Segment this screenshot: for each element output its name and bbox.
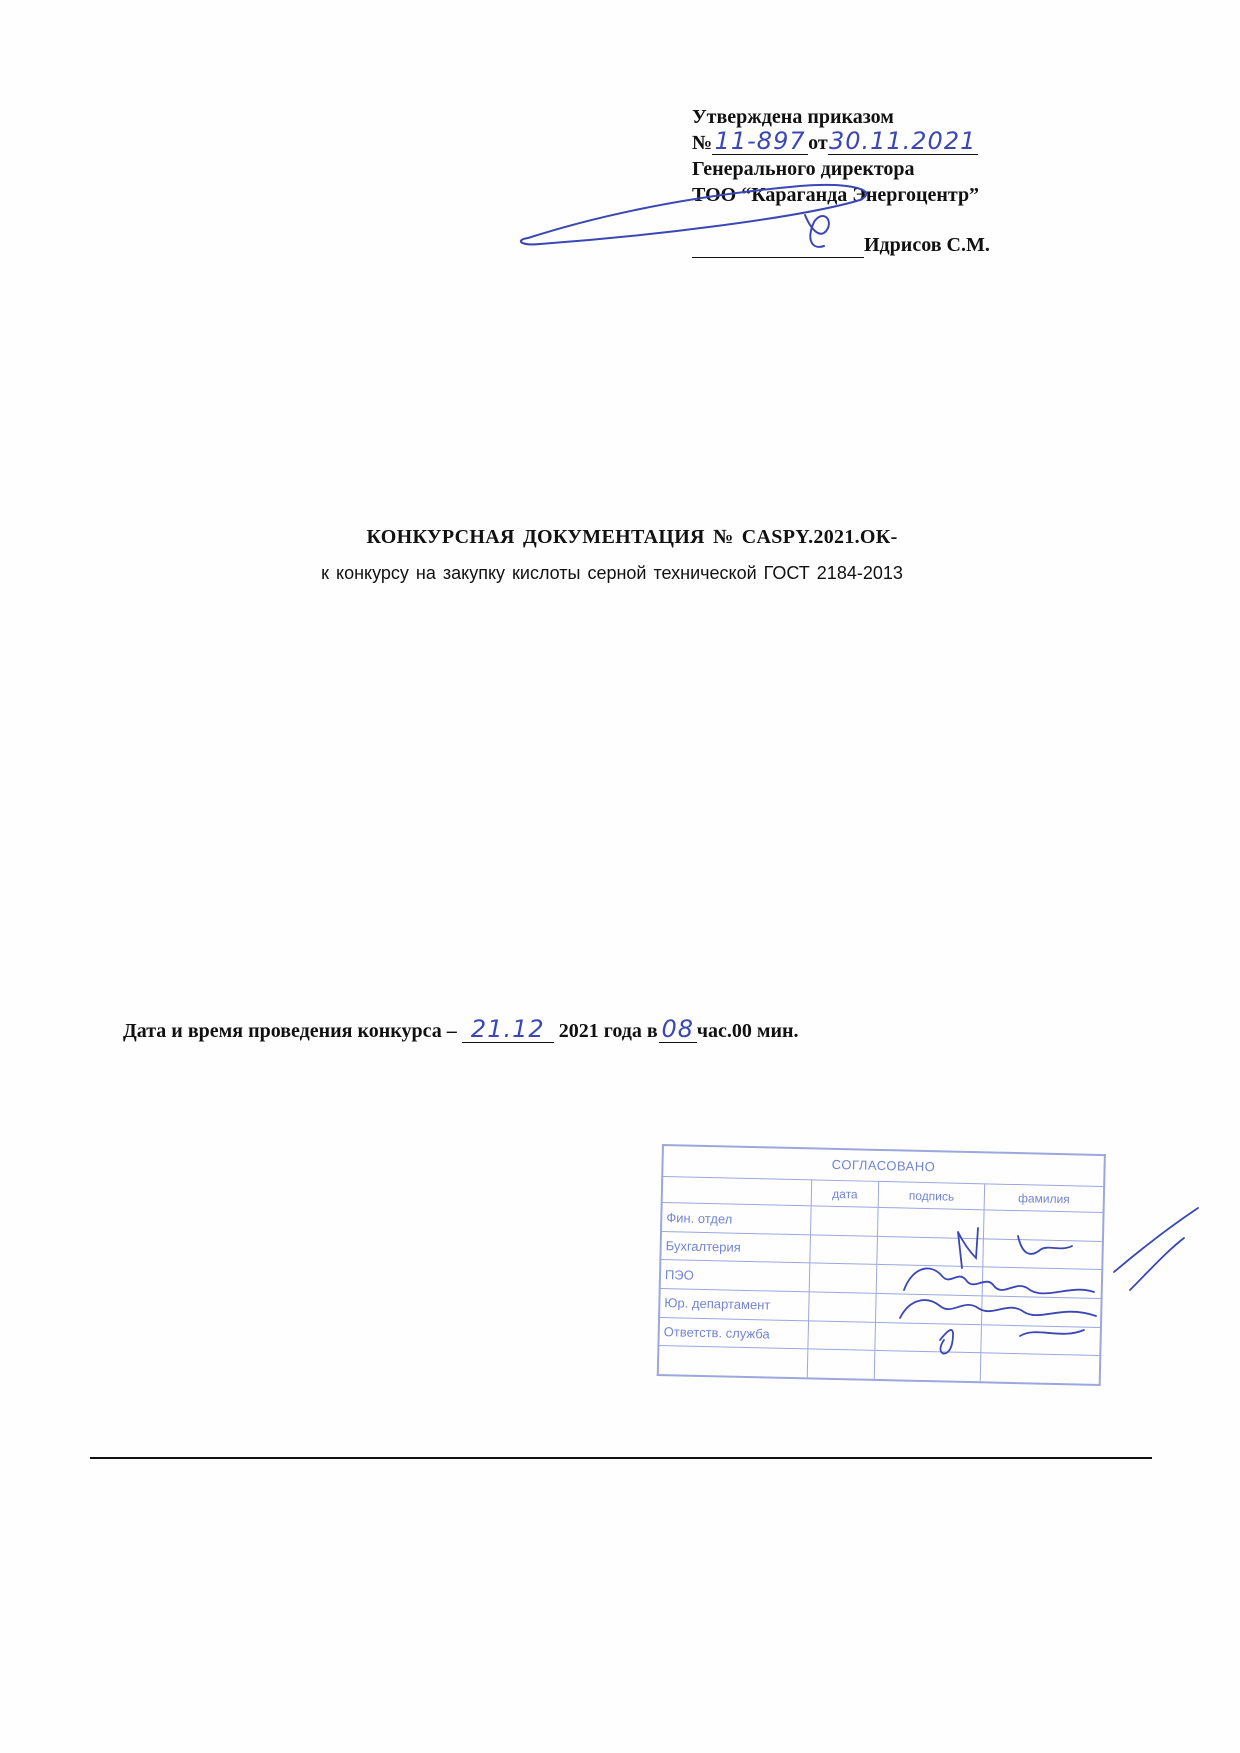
stamp-col-surname: фамилия (984, 1184, 1104, 1213)
stamp-col-date: дата (811, 1180, 879, 1208)
order-date-field (828, 127, 978, 155)
stamp-row-label: ПЭО (660, 1260, 810, 1292)
approval-line-4: ТОО “Караганда Энергоцентр” (692, 184, 980, 206)
stamp-row-label: Ответств. служба (658, 1317, 808, 1349)
order-date: 30.11.2021 (828, 127, 977, 155)
stamp-table (657, 1144, 1106, 1386)
contest-hour: 08 (661, 1015, 694, 1043)
signatory-name: Идрисов С.М. (864, 234, 990, 256)
stamp-col-signature: подпись (878, 1181, 985, 1210)
approval-line-order (692, 127, 1112, 156)
document-subtitle: к конкурсу на закупку кислоты серной технической ГОСТ 2184-2013 (321, 563, 903, 583)
contest-date-field (462, 1015, 554, 1043)
document-title: КОНКУРСНАЯ ДОКУМЕНТАЦИЯ № CASPY.2021.ОК- (366, 526, 898, 548)
order-date-prefix: от (808, 132, 828, 154)
order-number: 11-897 (714, 127, 806, 155)
stamp-row-label: Фин. отдел (661, 1203, 811, 1235)
contest-date: 21.12 (470, 1015, 545, 1043)
contest-year-text: 2021 года в (558, 1020, 658, 1042)
approval-stamp (657, 1144, 1106, 1386)
approval-line-1: Утверждена приказом (692, 106, 894, 128)
approval-block (692, 104, 1112, 258)
contest-hour-field (659, 1015, 697, 1043)
approval-signature-line (692, 232, 1112, 258)
order-number-prefix: № (692, 132, 713, 154)
bottom-rule (90, 1457, 1152, 1459)
stamp-row-label: Бухгалтерия (660, 1231, 810, 1263)
contest-date-prefix: Дата и время проведения конкурса – (123, 1020, 457, 1042)
stamp-row-label: Юр. департамент (659, 1289, 809, 1321)
stamp-col-blank (662, 1176, 812, 1206)
contest-time-suffix: час.00 мин. (696, 1020, 799, 1042)
document-title-block (0, 526, 1240, 584)
signature-blank (692, 237, 864, 258)
approval-line-3: Генерального директора (692, 158, 915, 180)
order-number-field (712, 127, 808, 155)
stamp-header: СОГЛАСОВАНО (662, 1145, 1105, 1186)
contest-date-line (123, 1015, 799, 1043)
